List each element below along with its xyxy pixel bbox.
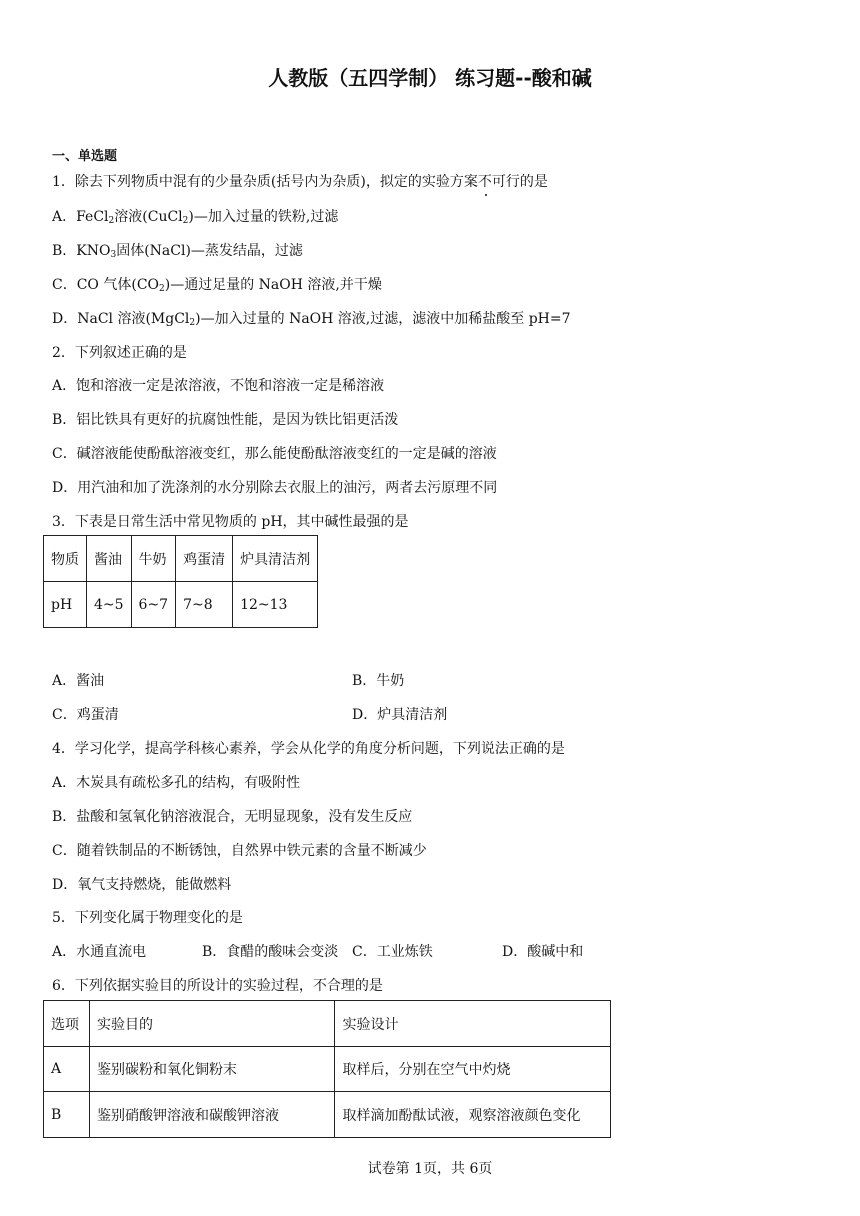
table-row: A 鉴别碳粉和氧化铜粉末 取样后，分别在空气中灼烧 [44, 1047, 611, 1092]
q5-option-a: A．水通直流电 [52, 944, 147, 960]
q3-option-d: D．炉具清洁剂 [352, 707, 448, 723]
q5-option-c: C．工业炼铁 [352, 944, 433, 960]
q2-option-c: C．碱溶液能使酚酞溶液变红，那么能使酚酞溶液变红的一定是碱的溶液 [52, 446, 497, 462]
q4-option-a: A．木炭具有疏松多孔的结构，有吸附性 [52, 775, 301, 791]
emphasis-mark: 不 [477, 174, 492, 190]
q6-experiment-table [43, 1000, 611, 1138]
q5-option-d: D．酸碱中和 [502, 944, 584, 960]
q3-option-a: A．酱油 [52, 673, 105, 689]
q2-option-a: A．饱和溶液一定是浓溶液，不饱和溶液一定是稀溶液 [52, 378, 385, 394]
table-row: 选项 实验目的 实验设计 [44, 1001, 611, 1047]
q1-option-c: C．CO 气体$(CO_2)—$通过足量的 NaOH 溶液,并干燥 [52, 277, 382, 294]
q3-option-b: B．牛奶 [352, 673, 405, 689]
section-heading: 一、单选题 [52, 149, 118, 164]
q4-option-b: B．盐酸和氢氧化钠溶液混合，无明显现象，没有发生反应 [52, 809, 413, 825]
q4-option-d: D．氧气支持燃烧，能做燃料 [52, 877, 232, 893]
q2-option-b: B．铝比铁具有更好的抗腐蚀性能，是因为铁比铝更活泼 [52, 412, 399, 428]
q5-stem: 5．下列变化属于物理变化的是 [52, 910, 243, 926]
q3-option-c: C．鸡蛋清 [52, 707, 119, 723]
q3-ph-table [43, 535, 318, 628]
q6-stem: 6．下列依据实验目的所设计的实验过程，不合理的是 [52, 978, 383, 994]
q5-option-b: B．食醋的酸味会变淡 [202, 944, 339, 960]
table-row: B 鉴别硝酸钾溶液和碳酸钾溶液 取样滴加酚酞试液，观察溶液颜色变化 [44, 1092, 611, 1138]
q2-option-d: D．用汽油和加了洗涤剂的水分别除去衣服上的油污，两者去污原理不同 [52, 480, 498, 496]
table-row: pH 4~5 6~7 7~8 12~13 [44, 582, 318, 628]
q1-option-a: A．FeCl$_2$溶液(CuCl$_2$)—加入过量的铁粉,过滤 [52, 209, 339, 226]
q1-option-b: B．$KNO_3$固体(NaCl)—蒸发结晶，过滤 [52, 243, 303, 260]
table-row: 物质 酱油 牛奶 鸡蛋清 炉具清洁剂 [44, 536, 318, 582]
q1-stem: 1．除去下列物质中混有的少量杂质(括号内为杂质)，拟定的实验方案不可行的是 [52, 174, 548, 190]
q3-stem: 3．下表是日常生活中常见物质的 pH，其中碱性最强的是 [52, 514, 409, 530]
q2-stem: 2．下列叙述正确的是 [52, 345, 187, 361]
q4-stem: 4．学习化学，提高学科核心素养，学会从化学的角度分析问题，下列说法正确的是 [52, 741, 565, 757]
page-footer: 试卷第 1页，共 6页 [367, 1161, 493, 1177]
q4-option-c: C．随着铁制品的不断锈蚀，自然界中铁元素的含量不断减少 [52, 843, 427, 859]
page-title: 人教版（五四学制） 练习题--酸和碱 [268, 66, 592, 90]
q1-option-d: D．NaCl 溶液(MgCl$_2$)—加入过量的 NaOH 溶液,过滤，滤液中加稀盐酸至 pH=7 [52, 311, 571, 328]
